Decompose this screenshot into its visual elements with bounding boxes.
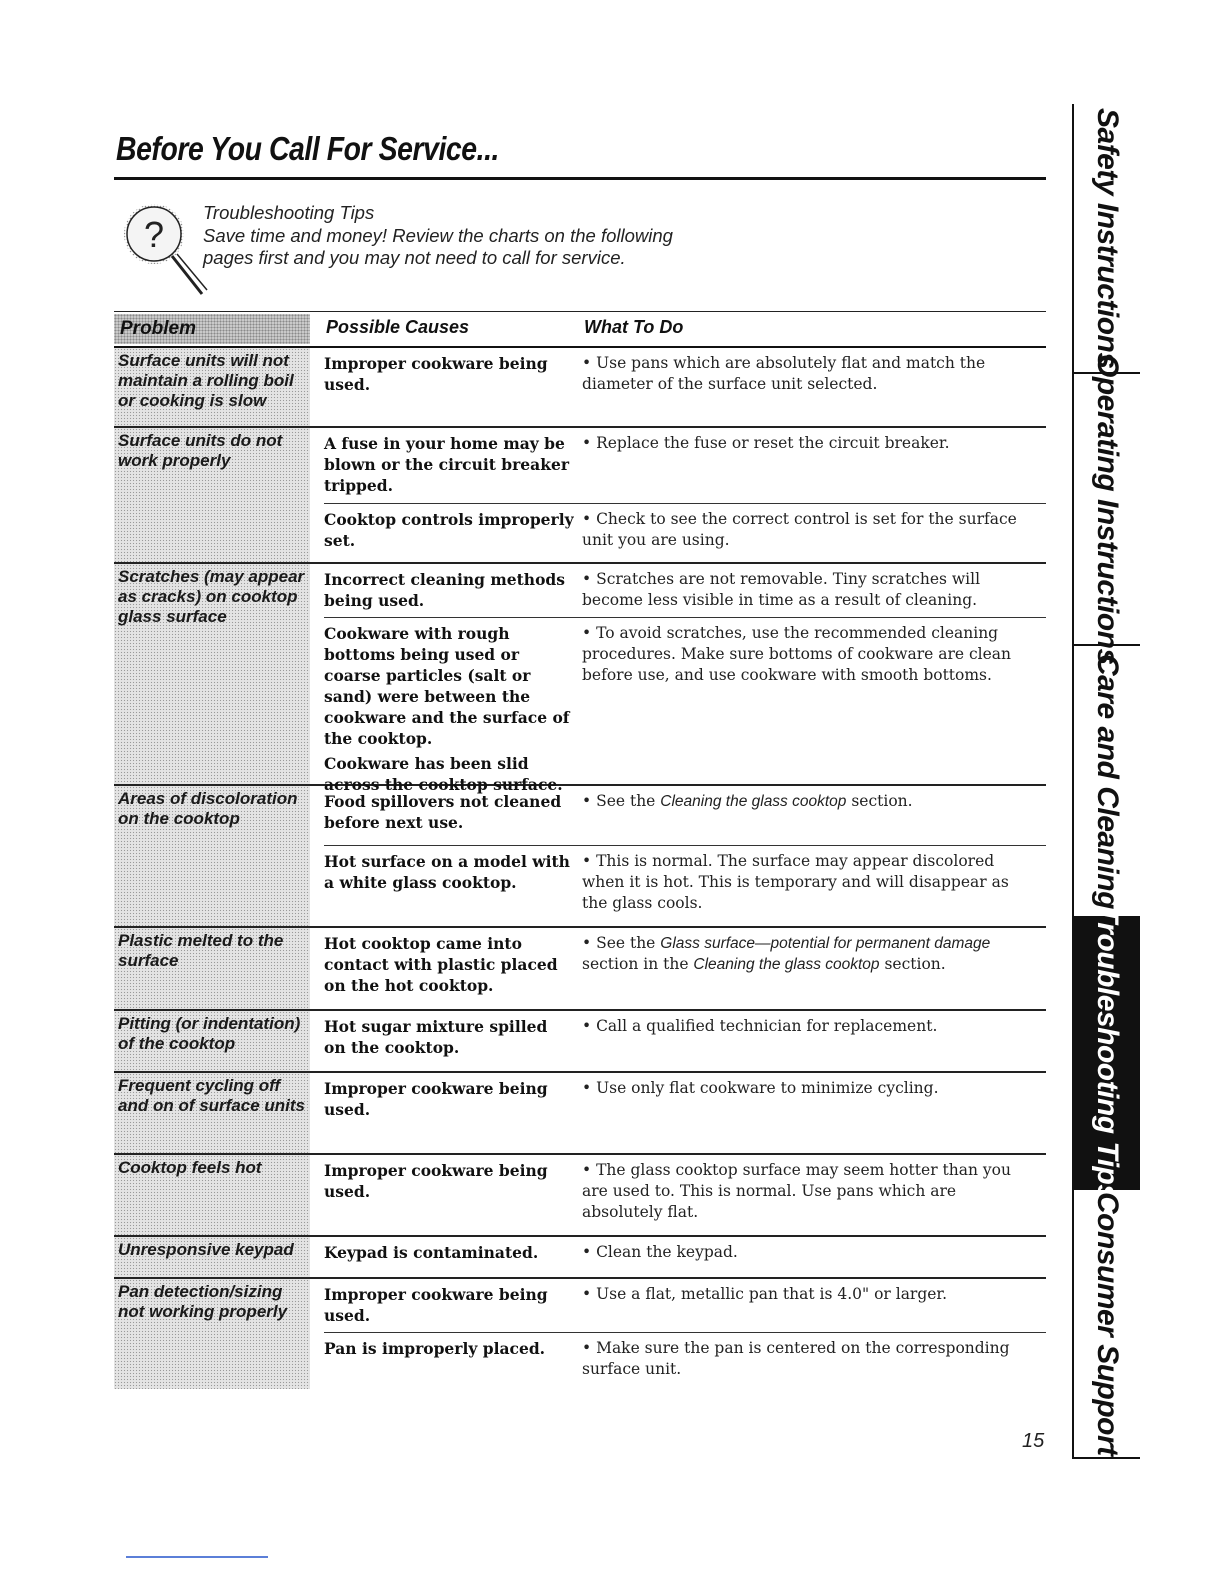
problem-cell: Areas of discoloration on the cooktop	[114, 786, 310, 926]
problem-cell: Pan detection/sizing not working properly	[114, 1279, 310, 1389]
cause-item: Cooktop controls improperly set.• Check to see the correct control is set for the surface unit you are using.	[324, 503, 1046, 557]
table-row	[114, 564, 1046, 794]
problem-cell: Pitting (or indentation) of the cooktop	[114, 1011, 310, 1071]
problem-cell: Surface units do not work properly	[114, 428, 310, 562]
table-row	[114, 348, 1046, 428]
cause-item: Cookware with rough bottoms being used or coarse particles (salt or sand) were between the cookware and the surface of the cooktop. Cookware has been slid across the cooktop surface. • To avoid scratches, use the recommended cleaning procedures. Make sure bottoms of cookware are clean before use, and use cookware with smooth bottoms.	[324, 617, 1046, 801]
cause-item: Hot cooktop came into contact with plastic placed on the hot cooktop.• See the Glass surface—potential for permanent damage section in the Cleaning the glass cooktop section.	[324, 934, 991, 995]
table-header	[114, 311, 1046, 348]
tab-safety-instructions[interactable]: Safety Instructions	[1074, 104, 1140, 374]
problem-cell: Cooktop feels hot	[114, 1155, 310, 1235]
table-row	[114, 786, 1046, 928]
tab-operating-instructions[interactable]: Operating Instructions	[1074, 374, 1140, 646]
problem-cell: Unresponsive keypad	[114, 1237, 310, 1277]
cause-item: Hot surface on a model with a white glass cooktop.• This is normal. The surface may appear discolored when it is hot. This is temporary and will disappear as the glass cools.	[324, 845, 1046, 920]
cause-item: Improper cookware being used.• Use a flat, metallic pan that is 4.0" or larger.	[324, 1285, 948, 1325]
cause-item: Improper cookware being used.• Use only flat cookware to minimize cycling.	[324, 1079, 939, 1119]
header-problem: Problem	[114, 314, 310, 344]
tips-text	[203, 202, 803, 270]
page-title: Before You Call For Service...	[116, 130, 499, 167]
tips-line-1: Save time and money! Review the charts on the following	[203, 224, 673, 246]
cause-item: Improper cookware being used.• Use pans which are absolutely flat and match the diameter of the surface unit selected.	[324, 354, 986, 394]
table-row	[114, 1237, 1046, 1279]
page-number: 15	[1022, 1430, 1045, 1452]
problem-cell: Frequent cycling off and on of surface units	[114, 1073, 310, 1153]
header-causes: Possible Causes	[326, 317, 470, 337]
cause-item: Food spillovers not cleaned before next use.• See the Cleaning the glass cooktop section.	[324, 792, 913, 832]
problem-cell: Scratches (may appear as cracks) on cooktop glass surface	[114, 564, 310, 784]
table-row	[114, 1155, 1046, 1237]
svg-text:?: ?	[143, 214, 165, 255]
header-todo: What To Do	[584, 317, 684, 337]
table-row	[114, 428, 1046, 564]
tips-heading: Troubleshooting Tips	[203, 202, 375, 223]
tab-troubleshooting-tips[interactable]: Troubleshooting Tips	[1074, 918, 1140, 1190]
table-row	[114, 1279, 1046, 1389]
tab-consumer-support[interactable]: Consumer Support	[1074, 1190, 1140, 1459]
title-rule	[114, 177, 1046, 180]
table-row	[114, 1073, 1046, 1155]
cause-item: Keypad is contaminated. • Clean the keypad.	[324, 1243, 738, 1262]
cause-item: Incorrect cleaning methods being used.• Scratches are not removable. Tiny scratches will become less visible in time as a result of cleaning.	[324, 570, 981, 610]
footer-line	[126, 1556, 268, 1558]
tips-line-2: pages first and you may not need to call for service.	[203, 247, 626, 268]
table-row	[114, 1011, 1046, 1073]
cause-item: A fuse in your home may be blown or the circuit breaker tripped.• Replace the fuse or reset the circuit breaker.	[324, 434, 950, 495]
tab-care-and-cleaning[interactable]: Care and Cleaning	[1074, 646, 1140, 918]
question-magnifier-icon	[114, 196, 214, 302]
section-tabs	[1072, 104, 1140, 1459]
troubleshooting-table	[114, 311, 1046, 1389]
problem-cell: Plastic melted to the surface	[114, 928, 310, 1009]
problem-cell: Surface units will not maintain a rolling boil or cooking is slow	[114, 348, 310, 426]
cause-item: Hot sugar mixture spilled on the cooktop.• Call a qualified technician for replacement.	[324, 1017, 938, 1057]
cause-item: Pan is improperly placed. • Make sure the pan is centered on the corresponding surface unit.	[324, 1332, 1046, 1386]
cause-item: Improper cookware being used.• The glass cooktop surface may seem hotter than you are used to. This is normal. Use pans which are absolutely flat.	[324, 1161, 1011, 1221]
table-row	[114, 928, 1046, 1011]
